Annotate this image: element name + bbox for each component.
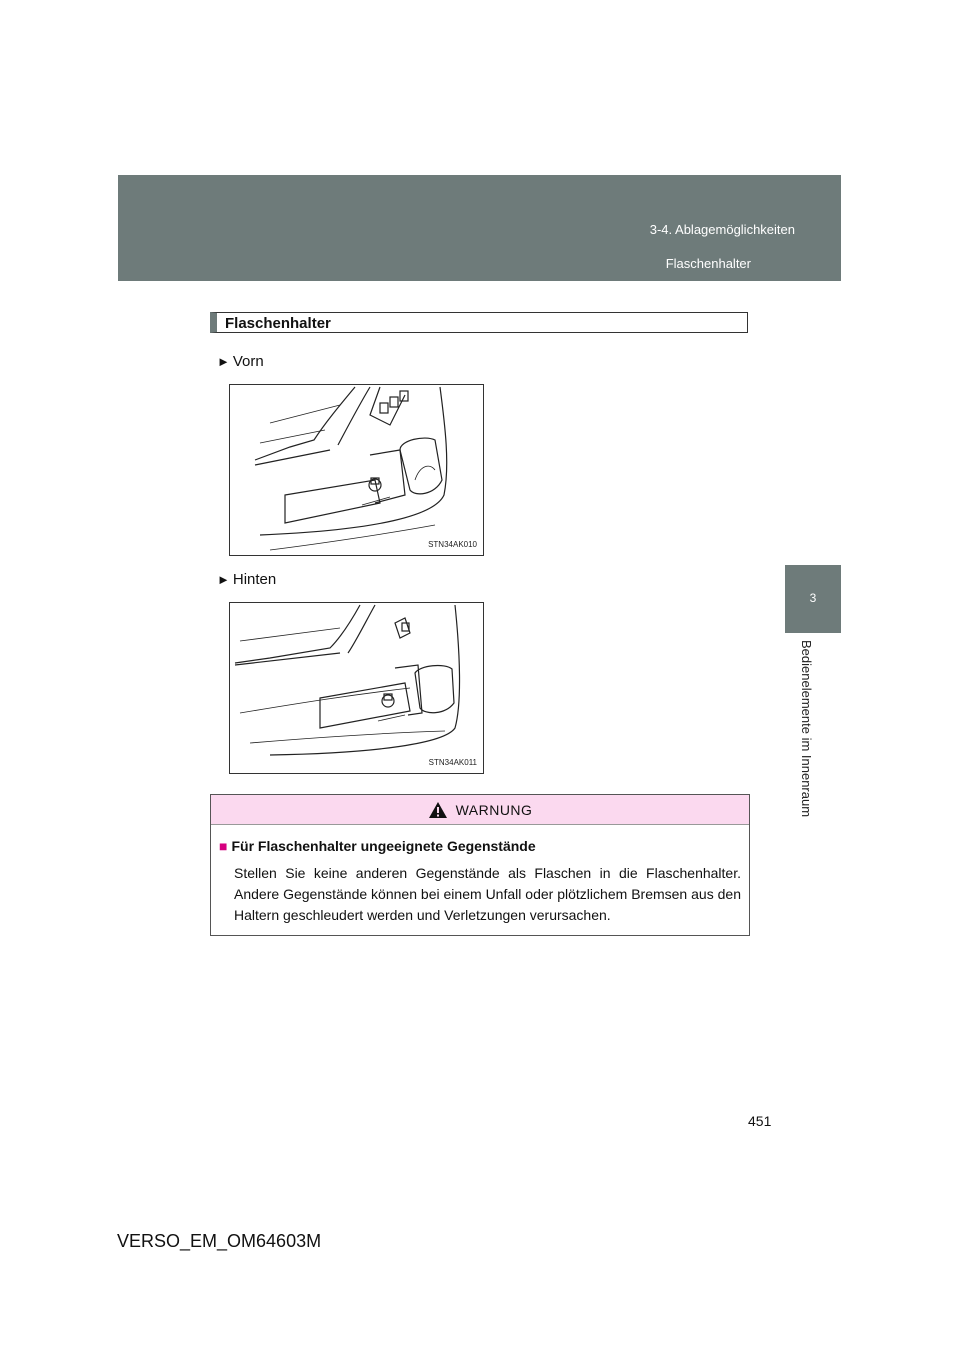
warning-item-title: [219, 838, 536, 854]
document-code: VERSO_EM_OM64603M: [117, 1231, 322, 1251]
chapter-number: 3: [809, 591, 817, 605]
chapter-label: Bedienelemente im Innenraum: [799, 640, 814, 818]
section-title: 3-4. Ablagemöglichkeiten: [649, 222, 795, 237]
triangle-right-icon: ►: [217, 354, 230, 369]
triangle-right-icon: ►: [217, 572, 230, 587]
section-heading-text: Flaschenhalter: [225, 315, 331, 332]
chapter-tab: [785, 565, 841, 633]
rear-label-text: Hinten: [232, 571, 277, 588]
rear-label: [217, 571, 276, 588]
warning-header: [211, 795, 749, 825]
warning-item-title-text: Für Flaschenhalter ungeeignete Gegenstände: [231, 838, 536, 854]
warning-text: Stellen Sie keine anderen Gegenstände als Flaschen in die Flaschenhalter. Andere Gegenstände können bei einem Unfall oder plötzlichem Bremsen aus den Haltern geschleudert werden und Verletzungen verursachen.: [234, 865, 741, 923]
page-number: 451: [748, 1113, 772, 1129]
section-heading: [210, 312, 748, 333]
topic-title: Flaschenhalter: [665, 256, 751, 271]
warning-box: [210, 794, 750, 936]
front-label-text: Vorn: [232, 353, 264, 370]
figure-code: STN34AK010: [428, 540, 477, 549]
warning-triangle-icon: [428, 801, 448, 819]
front-door-figure: [229, 384, 484, 556]
page-header: [118, 175, 841, 281]
rear-door-figure: [229, 602, 484, 774]
front-label: [217, 353, 264, 370]
warning-heading: WARNUNG: [455, 801, 533, 818]
figure-code: STN34AK011: [428, 758, 477, 767]
square-bullet-icon: ■: [219, 838, 228, 854]
